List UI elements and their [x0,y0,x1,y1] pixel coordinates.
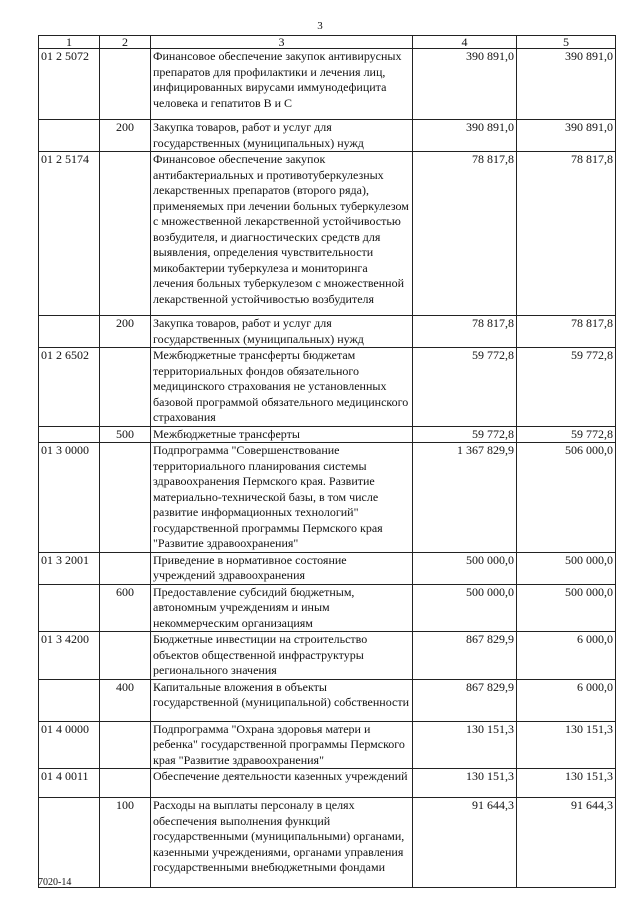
table-row [39,443,616,553]
row-value-col5: 506 000,0 [517,443,616,553]
header-col-2: 2 [100,36,151,49]
row-value-col4: 500 000,0 [413,584,517,632]
table-row [39,120,616,152]
row-code: 01 4 0000 [39,721,100,769]
header-col-1: 1 [39,36,100,49]
header-row [39,36,616,49]
row-value-col4: 500 000,0 [413,552,517,584]
footer-code: 7020-14 [38,877,72,888]
row-value-col4: 78 817,8 [413,316,517,348]
row-expense-type: 100 [100,798,151,888]
header-col-5: 5 [517,36,616,49]
table-row [39,798,616,888]
row-value-col4: 91 644,3 [413,798,517,888]
row-name: Финансовое обеспечение закупок антивирусных препаратов для профилактики и лечения лиц, инфицированных вирусами иммунодефицита человека и гепатитов В и С [151,49,413,120]
row-expense-type [100,769,151,798]
row-value-col5: 130 151,3 [517,721,616,769]
row-value-col5: 6 000,0 [517,632,616,680]
row-name: Закупка товаров, работ и услуг для государственных (муниципальных) нужд [151,120,413,152]
row-expense-type: 500 [100,426,151,443]
table-row [39,152,616,316]
row-value-col5: 78 817,8 [517,152,616,316]
row-name: Предоставление субсидий бюджетным, автономным учреждениям и иным некоммерческим организациям [151,584,413,632]
row-expense-type: 200 [100,120,151,152]
row-code [39,798,100,888]
row-code: 01 4 0011 [39,769,100,798]
row-value-col4: 867 829,9 [413,632,517,680]
row-code: 01 2 6502 [39,348,100,427]
table-row [39,584,616,632]
row-name: Закупка товаров, работ и услуг для государственных (муниципальных) нужд [151,316,413,348]
row-code: 01 3 2001 [39,552,100,584]
row-expense-type: 600 [100,584,151,632]
budget-table [38,35,616,888]
row-name: Подпрограмма "Охрана здоровья матери и ребенка" государственной программы Пермского края "Развитие здравоохранения" [151,721,413,769]
row-value-col5: 91 644,3 [517,798,616,888]
row-expense-type [100,632,151,680]
row-name: Подпрограмма "Совершенствование территориального планирования системы здравоохранения Пермского края. Развитие материально-технической базы, в том числе развитие информационных технологий" государственной программы Пермского края "Развитие здравоохранения" [151,443,413,553]
row-value-col4: 130 151,3 [413,721,517,769]
row-name: Обеспечение деятельности казенных учреждений [151,769,413,798]
row-value-col5: 390 891,0 [517,120,616,152]
row-value-col5: 6 000,0 [517,679,616,721]
row-value-col4: 59 772,8 [413,348,517,427]
row-code [39,584,100,632]
header-col-4: 4 [413,36,517,49]
row-value-col5: 78 817,8 [517,316,616,348]
row-value-col4: 390 891,0 [413,49,517,120]
row-name: Финансовое обеспечение закупок антибактериальных и противотуберкулезных лекарственных препаратов (второго ряда), применяемых при лечении больных туберкулезом с множественной лекарственной устойчивостью возбудителя, и диагностических средств для выявления, определения чувствительности микобактерии туберкулеза и мониторинга лечения больных туберкулезом с множественной лекарственной устойчивостью возбудителя [151,152,413,316]
row-expense-type [100,721,151,769]
row-code [39,120,100,152]
row-value-col5: 130 151,3 [517,769,616,798]
row-expense-type [100,552,151,584]
row-expense-type [100,49,151,120]
header-col-3: 3 [151,36,413,49]
row-expense-type: 200 [100,316,151,348]
row-code: 01 2 5072 [39,49,100,120]
table-row [39,632,616,680]
row-value-col4: 130 151,3 [413,769,517,798]
row-expense-type [100,348,151,427]
row-value-col5: 390 891,0 [517,49,616,120]
row-value-col4: 78 817,8 [413,152,517,316]
row-expense-type [100,152,151,316]
row-name: Капитальные вложения в объекты государственной (муниципальной) собственности [151,679,413,721]
table-row [39,552,616,584]
row-value-col5: 500 000,0 [517,552,616,584]
row-value-col4: 1 367 829,9 [413,443,517,553]
row-name: Расходы на выплаты персоналу в целях обеспечения выполнения функций государственными (муниципальными) органами, казенными учреждениями, органами управления государственными внебюджетными фондами [151,798,413,888]
row-code: 01 3 0000 [39,443,100,553]
row-expense-type: 400 [100,679,151,721]
table-row [39,49,616,120]
row-code [39,426,100,443]
row-value-col5: 59 772,8 [517,348,616,427]
table-row [39,426,616,443]
row-name: Межбюджетные трансферты бюджетам территориальных фондов обязательного медицинского страхования не установленных базовой программой обязательного медицинского страхования [151,348,413,427]
row-code [39,679,100,721]
table-row [39,721,616,769]
row-code [39,316,100,348]
row-value-col4: 59 772,8 [413,426,517,443]
row-value-col4: 390 891,0 [413,120,517,152]
row-value-col5: 500 000,0 [517,584,616,632]
row-name: Бюджетные инвестиции на строительство объектов общественной инфраструктуры регионального значения [151,632,413,680]
table-row [39,679,616,721]
row-name: Межбюджетные трансферты [151,426,413,443]
row-name: Приведение в нормативное состояние учреждений здравоохранения [151,552,413,584]
page-number: 3 [317,20,323,32]
table-row [39,316,616,348]
table-row [39,769,616,798]
row-code: 01 2 5174 [39,152,100,316]
row-expense-type [100,443,151,553]
table-row [39,348,616,427]
row-code: 01 3 4200 [39,632,100,680]
row-value-col4: 867 829,9 [413,679,517,721]
row-value-col5: 59 772,8 [517,426,616,443]
